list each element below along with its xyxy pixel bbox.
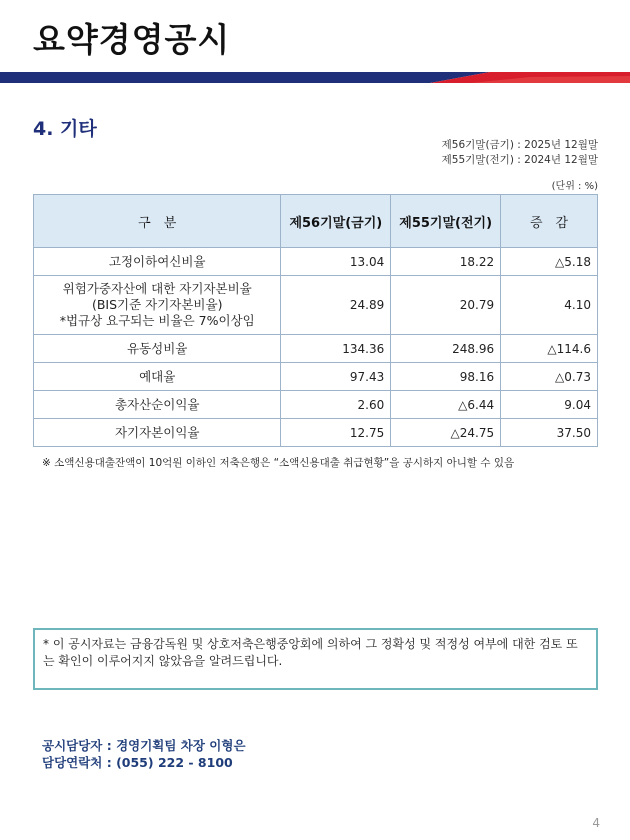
row-category: 총자산순이익율 — [34, 391, 281, 419]
row-change: 9.04 — [501, 391, 598, 419]
contact-phone: 담당연락처 : (055) 222 - 8100 — [42, 755, 233, 770]
row-category: 자기자본이익율 — [34, 419, 281, 447]
row-category: 고정이하여신비율 — [34, 248, 281, 276]
footnote: ※ 소액신용대출잔액이 10억원 이하인 저축은행은 “소액신용대출 취급현황”을 공시하지 아니할 수 있음 — [42, 457, 515, 469]
section-heading: 4. 기타 — [33, 118, 97, 140]
row-previous: 98.16 — [391, 363, 501, 391]
row-category: 위험가중자산에 대한 자기자본비율 (BIS기준 자기자본비율) *법규상 요구되는 비율은 7%이상임 — [34, 276, 281, 335]
table-row — [34, 391, 598, 419]
table-row — [34, 419, 598, 447]
table-row — [34, 276, 598, 335]
table-header-row — [34, 195, 598, 248]
header-previous: 제55기말(전기) — [391, 195, 501, 248]
contact-info — [42, 737, 246, 771]
contact-person: 공시담당자 : 경영기획팀 차장 이형은 — [42, 738, 246, 753]
header-category: 구 분 — [34, 195, 281, 248]
row-previous: 248.96 — [391, 335, 501, 363]
period-previous: 제55기말(전기) : 2024년 12월말 — [441, 154, 598, 166]
page-title: 요약경영공시 — [33, 20, 231, 59]
row-change: △5.18 — [501, 248, 598, 276]
row-current: 13.04 — [281, 248, 391, 276]
row-previous: 20.79 — [391, 276, 501, 335]
disclaimer-box: * 이 공시자료는 금융감독원 및 상호저축은행중앙회에 의하여 그 정확성 및 적정성 여부에 대한 검토 또는 확인이 이루어지지 않았음을 알려드립니다. — [33, 628, 598, 690]
row-previous: △24.75 — [391, 419, 501, 447]
header-change: 증 감 — [501, 195, 598, 248]
table-row — [34, 248, 598, 276]
row-change: 4.10 — [501, 276, 598, 335]
row-previous: △6.44 — [391, 391, 501, 419]
unit-note: (단위 : %) — [551, 181, 598, 192]
header-current: 제56기말(금기) — [281, 195, 391, 248]
row-change: △0.73 — [501, 363, 598, 391]
table-row — [34, 363, 598, 391]
row-category: 유동성비율 — [34, 335, 281, 363]
row-current: 134.36 — [281, 335, 391, 363]
row-change: 37.50 — [501, 419, 598, 447]
header-stripe — [0, 71, 630, 84]
row-current: 2.60 — [281, 391, 391, 419]
row-previous: 18.22 — [391, 248, 501, 276]
row-category: 예대율 — [34, 363, 281, 391]
page-number: 4 — [592, 816, 600, 830]
indicator-table — [33, 194, 598, 447]
period-info — [442, 138, 598, 168]
row-current: 24.89 — [281, 276, 391, 335]
row-change: △114.6 — [501, 335, 598, 363]
table-row — [34, 335, 598, 363]
period-current: 제56기말(금기) : 2025년 12월말 — [441, 139, 598, 151]
row-current: 12.75 — [281, 419, 391, 447]
row-current: 97.43 — [281, 363, 391, 391]
